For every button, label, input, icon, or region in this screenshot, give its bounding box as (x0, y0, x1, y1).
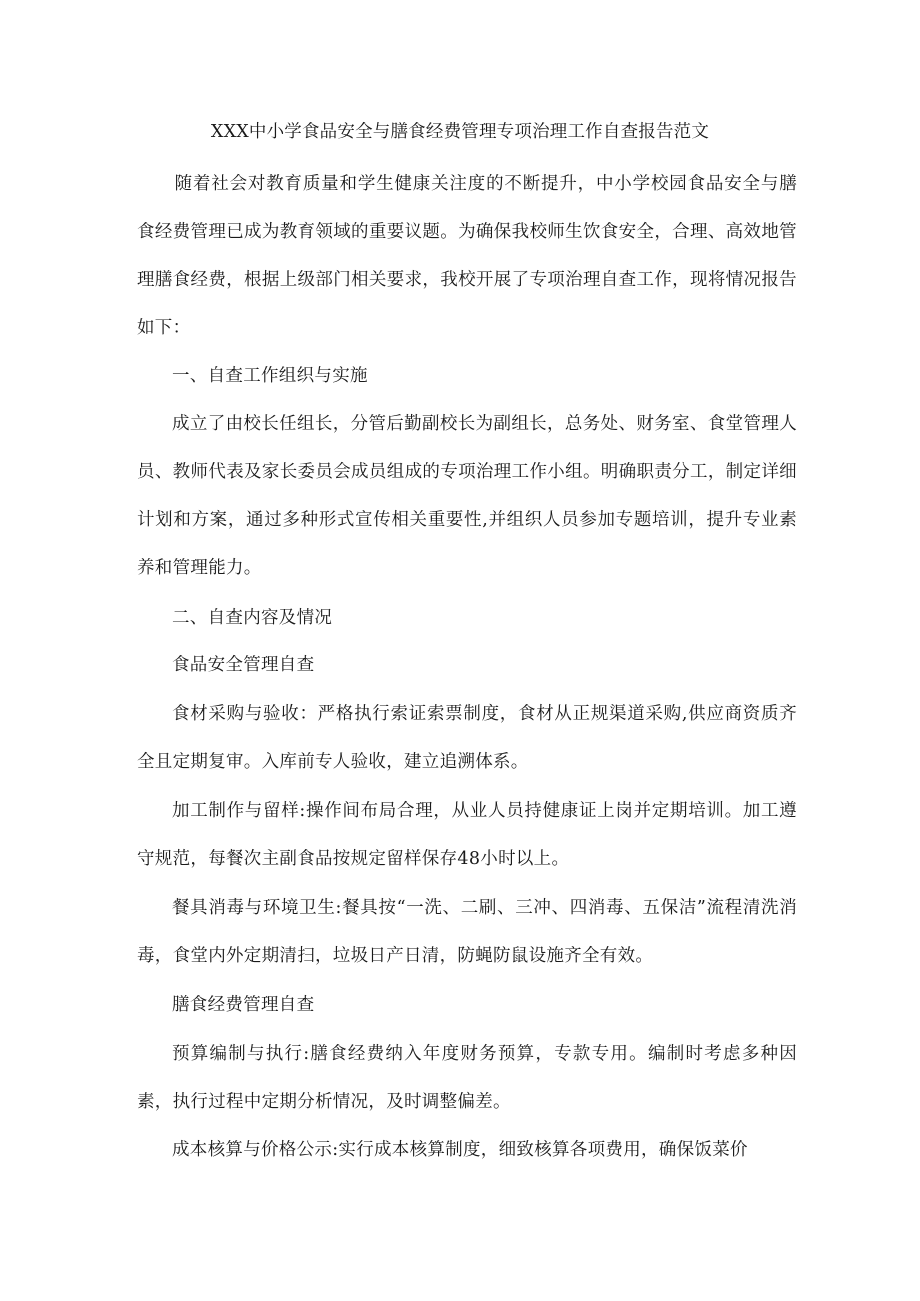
food-safety-heading: 食品安全管理自查 (172, 655, 315, 675)
document-title: XXX中小学食品安全与膳食经费管理专项治理工作自查报告范文 (210, 122, 710, 142)
funds-heading: 膳食经费管理自查 (172, 995, 315, 1015)
tableware-paragraph: 餐具消毒与环境卫生:餐具按“一洗、二刷、三冲、四消毒、五保洁”流程清洗消毒，食堂内外定期清扫，垃圾日产日清，防蝇防鼠设施齐全有效。 (137, 898, 797, 966)
cost-paragraph: 成本核算与价格公示:实行成本核算制度，细致核算各项费用，确保饭菜价 (172, 1140, 748, 1160)
food-processing-paragraph: 加工制作与留样:操作间布局合理，从业人员持健康证上岗并定期培训。加工遵守规范，每餐次主副食品按规定留样保存48小时以上。 (137, 801, 797, 869)
intro-paragraph: 随着社会对教育质量和学生健康关注度的不断提升，中小学校园食品安全与膳食经费管理已成为教育领域的重要议题。为确保我校师生饮食安全，合理、高效地管理膳食经费，根据上级部门相关要求，我校开展了专项治理自查工作，现将情况报告如下： (137, 174, 797, 338)
section-2-heading: 二、自查内容及情况 (172, 608, 333, 628)
section-1-body: 成立了由校长任组长，分管后勤副校长为副组长，总务处、财务室、食堂管理人员、教师代表及家长委员会成员组成的专项治理工作小组。明确职责分工，制定详细计划和方案，通过多种形式宣传相关重要性,并组织人员参加专题培训，提升专业素养和管理能力。 (137, 414, 797, 578)
food-purchase-paragraph: 食材采购与验收：严格执行索证索票制度，食材从正规渠道采购,供应商资质齐全且定期复审。入库前专人验收，建立追溯体系。 (137, 704, 797, 772)
section-1-heading: 一、自查工作组织与实施 (172, 366, 368, 386)
budget-paragraph: 预算编制与执行:膳食经费纳入年度财务预算，专款专用。编制时考虑多种因素，执行过程中定期分析情况，及时调整偏差。 (137, 1044, 797, 1112)
